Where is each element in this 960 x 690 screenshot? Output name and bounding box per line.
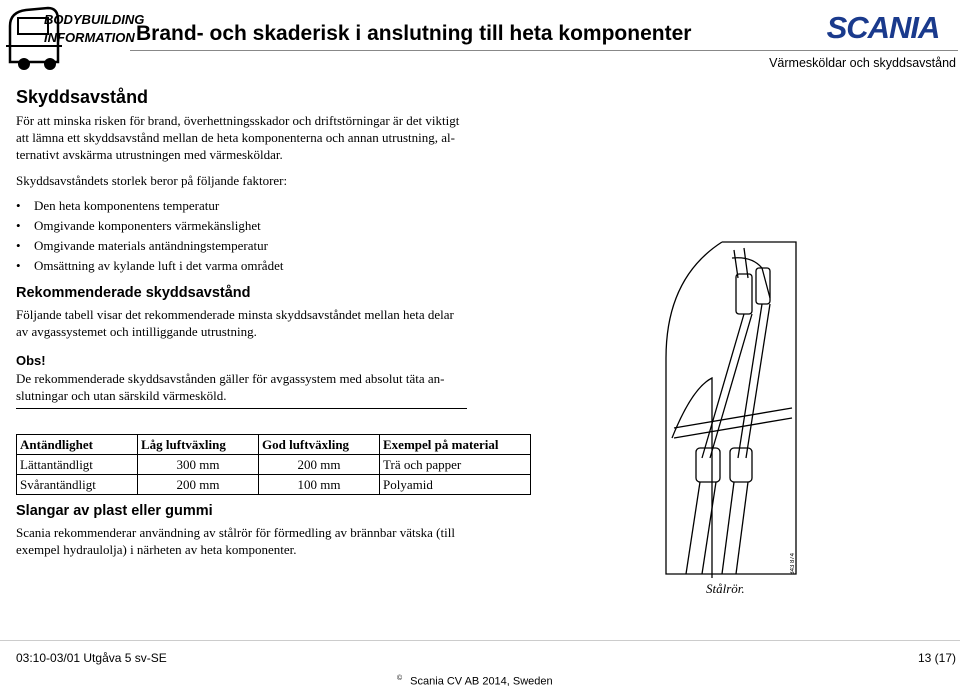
obs-line: De rekommenderade skyddsavstånden gäller för avgassystem med absolut täta an- <box>16 371 445 386</box>
table-row <box>17 455 531 475</box>
heading-slangar: Slangar av plast eller gummi <box>16 503 213 519</box>
table-cell: 300 mm <box>138 455 259 475</box>
figure-caption: Stålrör. <box>706 581 745 596</box>
note-divider <box>16 408 467 409</box>
copyright-icon: © <box>397 675 403 682</box>
copyright <box>397 675 553 688</box>
table-header: Exempel på material <box>380 435 531 455</box>
table-cell: 200 mm <box>138 475 259 495</box>
page-title: Brand- och skaderisk i anslutning till heta komponenter <box>136 22 692 45</box>
intro-line: För att minska risken för brand, överhettningsskador och driftstörningar är det viktigt <box>16 113 460 128</box>
copyright-text: Scania CV AB 2014, Sweden <box>410 675 553 688</box>
header-divider <box>130 50 958 51</box>
footer-divider <box>0 640 960 641</box>
scania-logo <box>808 10 958 44</box>
table-header: Låg luftväxling <box>138 435 259 455</box>
hoses-line: Scania rekommenderar användning av stålrör för förmedling av brännbar vätska (till <box>16 525 455 540</box>
section-subtitle: Värmesköldar och skyddsavstånd <box>769 56 956 70</box>
intro-paragraph <box>16 112 476 163</box>
table-cell: Svårantändligt <box>17 475 138 495</box>
table-header: Antändlighet <box>17 435 138 455</box>
intro-line: att lämna ett skyddsavstånd mellan de heta komponenterna och annan utrustning, al- <box>16 130 455 145</box>
obs-paragraph <box>16 370 476 404</box>
table-cell: 100 mm <box>259 475 380 495</box>
brand-name: SCANIA <box>826 10 940 45</box>
table-cell: 200 mm <box>259 455 380 475</box>
hoses-line: exempel hydraulolja) i närheten av heta komponenter. <box>16 542 297 557</box>
figure-id: 343 874 <box>790 553 796 575</box>
hoses-paragraph <box>16 524 476 558</box>
page-number: 13 (17) <box>917 651 956 665</box>
table-row <box>17 475 531 495</box>
factors-list <box>16 196 283 276</box>
logo-text-line1: BODYBUILDING <box>44 12 145 27</box>
list-item: • Omgivande materials antändningstemperatur <box>16 236 283 256</box>
logo-text-line2: INFORMATION <box>44 30 135 45</box>
steel-pipes-illustration <box>662 238 802 578</box>
recommendation-paragraph <box>16 306 476 340</box>
bodybuilding-information-logo <box>4 2 145 72</box>
list-item: • Den heta komponentens temperatur <box>16 196 283 216</box>
obs-label: Obs! <box>16 353 46 368</box>
table-cell: Polyamid <box>380 475 531 495</box>
table-header: God luftväxling <box>259 435 380 455</box>
heading-skyddsavstand: Skyddsavstånd <box>16 87 149 107</box>
table-cell: Lättantändligt <box>17 455 138 475</box>
table-header-row <box>17 435 531 455</box>
intro-line: ternativt avskärma utrustningen med värmesköldar. <box>16 147 283 162</box>
heading-rekommenderade: Rekommenderade skyddsavstånd <box>16 285 251 301</box>
list-item: • Omgivande komponenters värmekänslighet <box>16 216 283 236</box>
table-cell: Trä och papper <box>380 455 531 475</box>
distance-table <box>16 434 531 495</box>
recommendation-line: av avgassystemet och intilliggande utrustning. <box>16 324 257 339</box>
recommendation-line: Följande tabell visar det rekommenderade minsta skyddsavståndet mellan heta delar <box>16 307 454 322</box>
obs-line: slutningar och utan särskild värmesköld. <box>16 388 227 403</box>
factors-intro: Skyddsavståndets storlek beror på följande faktorer: <box>16 173 288 188</box>
list-item: • Omsättning av kylande luft i det varma området <box>16 256 283 276</box>
document-version: 03:10-03/01 Utgåva 5 sv-SE <box>16 651 167 665</box>
